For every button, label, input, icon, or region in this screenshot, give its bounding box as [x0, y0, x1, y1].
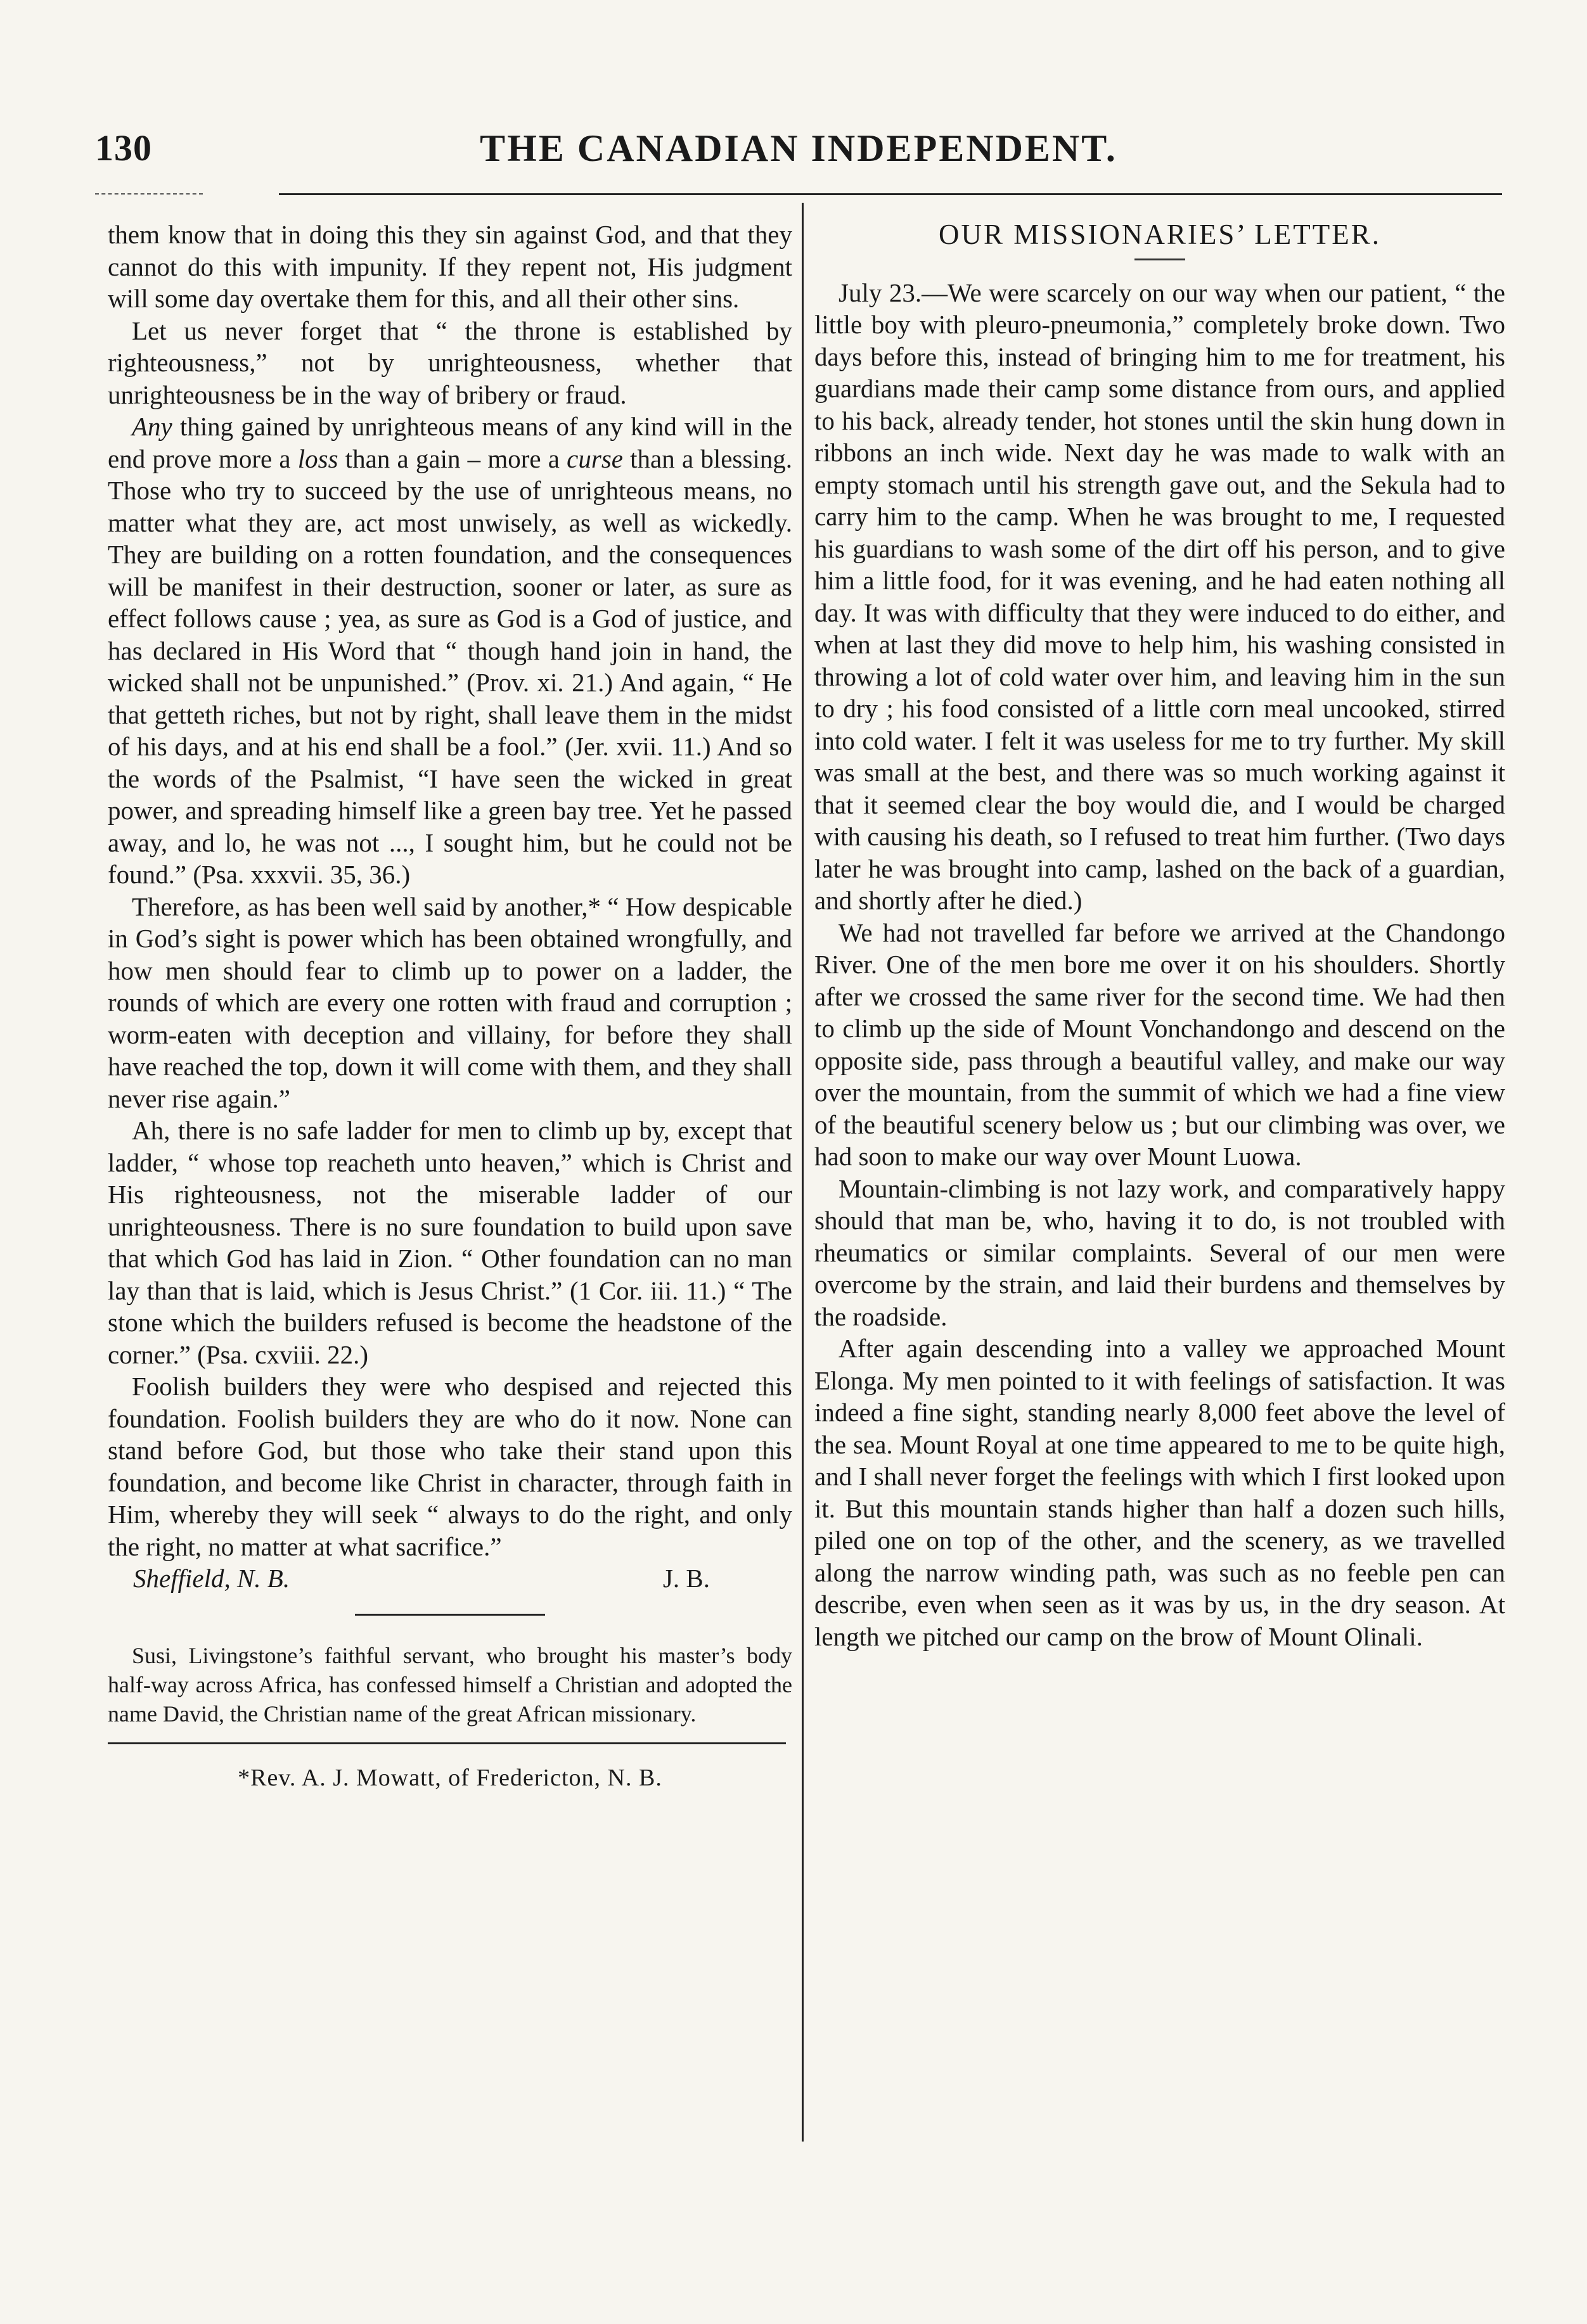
- section-rule: [355, 1614, 545, 1616]
- header-rule-dashed: [95, 193, 203, 195]
- paragraph: We had not travelled far before we arrived at the Chandongo River. One of the men bore me over it on his shoulders. Shortly after we crossed the same river for the second time. We had then to climb up the side of Mount Vonchandongo and descend on the opposite side, pass through a beautiful valley, and make our way over the mountain, from the summit of which we had a fine view of the beautiful scenery below us ; but our climbing was over, we had soon to make our way over Mount Luowa.: [814, 917, 1505, 1171]
- right-column: [814, 219, 1505, 1652]
- section-title: OUR MISSIONARIES’ LETTER.: [939, 219, 1381, 250]
- paragraph: Foolish builders they were who despised and rejected this foundation. Foolish builders they are who do it now. None can stand before God, but those who take their stand upon this foundation, and become like Christ in character, through faith in Him, whereby they will seek “ always to do the right, and only the right, no matter at what sacrifice.”: [108, 1372, 792, 1561]
- paragraph: Any thing gained by unrighteous means of any kind will in the end prove more a loss than a gain – more a curse than a blessing. Those who try to succeed by the use of unrighteous means, no matter what they are, act most unwisely, as well as wickedly. They are building on a rotten foundation, and the consequences will be manifest in their destruction, sooner or later, as sure as effect follows cause ; yea, as sure as God is a God of justice, and has declared in His Word that “ though hand join in hand, the wicked shall not be unpunished.” (Prov. xi. 21.) And again, “ He that getteth riches, but not by right, shall leave them in the midst of his days, and at his end shall be a fool.” (Jer. xvii. 11.) And so the words of the Psalmist, “I have seen the wicked in great power, and spreading himself like a green bay tree. Yet he passed away, and lo, he was not ..., I sought him, but he could not be found.” (Psa. xxxvii. 35, 36.): [108, 412, 792, 889]
- paragraph: them know that in doing this they sin against God, and that they cannot do this with impunity. If they repent not, His judgment will some day overtake them for this, and all their other sins.: [108, 220, 792, 313]
- column-divider: [802, 203, 804, 2142]
- paragraph: Let us never forget that “ the throne is established by righteousness,” not by unrighteousness, whether that unrighteousness be in the way of bribery or fraud.: [108, 316, 792, 409]
- paragraph: Ah, there is no safe ladder for men to climb up by, except that ladder, “ whose top reacheth unto heaven,” which is Christ and His righteousness, not the miserable ladder of our unrighteousness. There is no sure foundation to build upon save that which God has laid in Zion. “ Other foundation can no man lay than that is laid, which is Jesus Christ.” (1 Cor. iii. 11.) “ The stone which the builders refused is become the headstone of the corner.” (Psa. cxviii. 22.): [108, 1116, 792, 1369]
- emphasis: loss: [297, 444, 338, 473]
- page-header: [70, 127, 1527, 177]
- paragraph: After again descending into a valley we approached Mount Elonga. My men pointed to it with feelings of satisfaction. It was indeed a fine sight, standing nearly 8,000 feet above the level of the sea. Mount Royal at one time appeared to me to be quite high, and I shall never forget the feelings with which I first looked upon it. But this mountain stands higher than half a dozen such hills, piled one on top of the other, and the scenery, as we travelled along the narrow winding path, was such as no feeble pen can describe, even when seen as it was by us, in the dry season. At length we pitched our camp on the brow of Mount Olinali.: [814, 1334, 1505, 1651]
- signoff: [108, 1562, 792, 1595]
- journal-title: THE CANADIAN INDEPENDENT.: [480, 127, 1117, 169]
- emphasis: curse: [567, 444, 623, 473]
- paragraph: Mountain-climbing is not lazy work, and comparatively happy should that man be, who, having it to do, is not troubled with rheumatics or similar complaints. Several of our men were overcome by the strain, and laid their burdens and themselves by the roadside.: [814, 1173, 1505, 1331]
- paragraph: Therefore, as has been well said by another,* “ How despicable in God’s sight is power which has been obtained wrongfully, and how men should fear to climb up to power on a ladder, the rounds of which are every one rotten with fraud and corruption ; worm-eaten with deception and villainy, for before they shall have reached the top, down it will come with them, and they shall never rise again.”: [108, 891, 792, 1113]
- paragraph: July 23.—We were scarcely on our way when our patient, “ the little boy with pleuro-pneumonia,” completely broke down. Two days before this, instead of bringing him to me for treatment, his guardians made their camp some distance from ours, and applied to his back, already tender, hot stones until the skin hung down in ribbons an inch wide. Next day he was made to walk with an empty stomach until his strength gave out, and the Sekula had to carry him to the camp. When he was brought to me, I requested his guardians to wash some of the dirt off his person, and to give him a little food, for it was evening, and he had eaten nothing all day. It was with difficulty that they were induced to do either, and when at last they did move to help him, his washing consisted in throwing a lot of cold water over him, and leaving him in the sun to dry ; his food consisted of a little corn meal uncooked, stirred into cold water. I felt it was useless for me to try further. My skill was small at the best, and there was so much working against it that it seemed clear the boy would die, and I would be charged with causing his death, so I refused to treat him further. (Two days later he was brought into camp, lashed on the back of a guardian, and shortly after he died.): [814, 278, 1505, 915]
- footnote: *Rev. A. J. Mowatt, of Fredericton, N. B.: [238, 1764, 662, 1791]
- page-number: 130: [95, 127, 152, 169]
- signature-place: Sheffield, N. B.: [133, 1564, 290, 1593]
- news-note: Susi, Livingstone’s faithful servant, who brought his master’s body half-way across Africa, has confessed himself a Christian and adopted the name David, the Christian name of the great African missionary.: [108, 1642, 792, 1727]
- left-column: [108, 219, 792, 1792]
- footnote-rule: [108, 1742, 786, 1744]
- emphasis: Any: [132, 412, 172, 441]
- header-rule: [279, 193, 1502, 195]
- title-dash: [1134, 259, 1185, 260]
- signature-initials: J. B.: [662, 1564, 710, 1593]
